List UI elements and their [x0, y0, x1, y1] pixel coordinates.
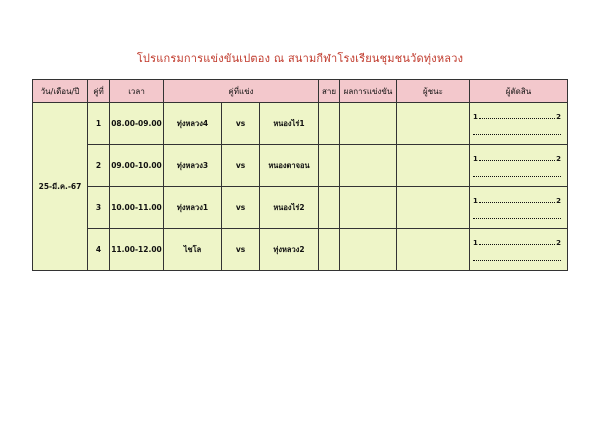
- header-judge: ผู้ตัดสิน: [470, 80, 568, 103]
- team-a: ทุ่งหลวง4: [164, 103, 222, 145]
- team-b: ทุ่งหลวง2: [260, 229, 319, 271]
- team-b: หนองตาจอน: [260, 145, 319, 187]
- match-date: 25-มี.ค.-67: [33, 103, 88, 271]
- header-date: วัน/เดือน/ปี: [33, 80, 88, 103]
- header-row: [33, 80, 568, 103]
- line-cell: [319, 187, 340, 229]
- winner-cell: [397, 103, 470, 145]
- line-cell: [319, 103, 340, 145]
- match-no: 1: [88, 103, 110, 145]
- match-time: 11.00-12.00: [110, 229, 164, 271]
- judge-2-label: 2: [556, 239, 561, 247]
- judge-2-label: 2: [556, 197, 561, 205]
- match-schedule-table: [32, 79, 568, 271]
- judge-cell: [470, 187, 568, 229]
- team-b: หนองไร่1: [260, 103, 319, 145]
- header-result: ผลการแข่งขัน: [340, 80, 397, 103]
- judge-2-label: 2: [556, 113, 561, 121]
- result-cell: [340, 145, 397, 187]
- result-cell: [340, 229, 397, 271]
- vs-label: vs: [222, 187, 260, 229]
- result-cell: [340, 103, 397, 145]
- judge-1-label: 1: [473, 113, 478, 121]
- vs-label: vs: [222, 103, 260, 145]
- team-b: หนองไร่2: [260, 187, 319, 229]
- header-pair: คู่ที่: [88, 80, 110, 103]
- team-a: ไชโล: [164, 229, 222, 271]
- line-cell: [319, 229, 340, 271]
- match-no: 3: [88, 187, 110, 229]
- match-time: 09.00-10.00: [110, 145, 164, 187]
- match-no: 2: [88, 145, 110, 187]
- judge-cell: [470, 145, 568, 187]
- judge-1-label: 1: [473, 197, 478, 205]
- judge-cell: [470, 103, 568, 145]
- judge-1-label: 1: [473, 239, 478, 247]
- winner-cell: [397, 187, 470, 229]
- page-title: โปรแกรมการแข่งขันเปตอง ณ สนามกีฬาโรงเรียนชุมชนวัดทุ่งหลวง: [136, 52, 464, 65]
- judge-2-label: 2: [556, 155, 561, 163]
- line-cell: [319, 145, 340, 187]
- header-time: เวลา: [110, 80, 164, 103]
- winner-cell: [397, 229, 470, 271]
- table-row: [33, 187, 568, 229]
- match-no: 4: [88, 229, 110, 271]
- vs-label: vs: [222, 145, 260, 187]
- header-teams: คู่ที่แข่ง: [164, 80, 319, 103]
- match-time: 10.00-11.00: [110, 187, 164, 229]
- match-time: 08.00-09.00: [110, 103, 164, 145]
- judge-1-label: 1: [473, 155, 478, 163]
- header-line: สาย: [319, 80, 340, 103]
- vs-label: vs: [222, 229, 260, 271]
- header-winner: ผู้ชนะ: [397, 80, 470, 103]
- team-a: ทุ่งหลวง3: [164, 145, 222, 187]
- table-row: [33, 229, 568, 271]
- judge-cell: [470, 229, 568, 271]
- table-row: [33, 103, 568, 145]
- winner-cell: [397, 145, 470, 187]
- team-a: ทุ่งหลวง1: [164, 187, 222, 229]
- table-row: [33, 145, 568, 187]
- result-cell: [340, 187, 397, 229]
